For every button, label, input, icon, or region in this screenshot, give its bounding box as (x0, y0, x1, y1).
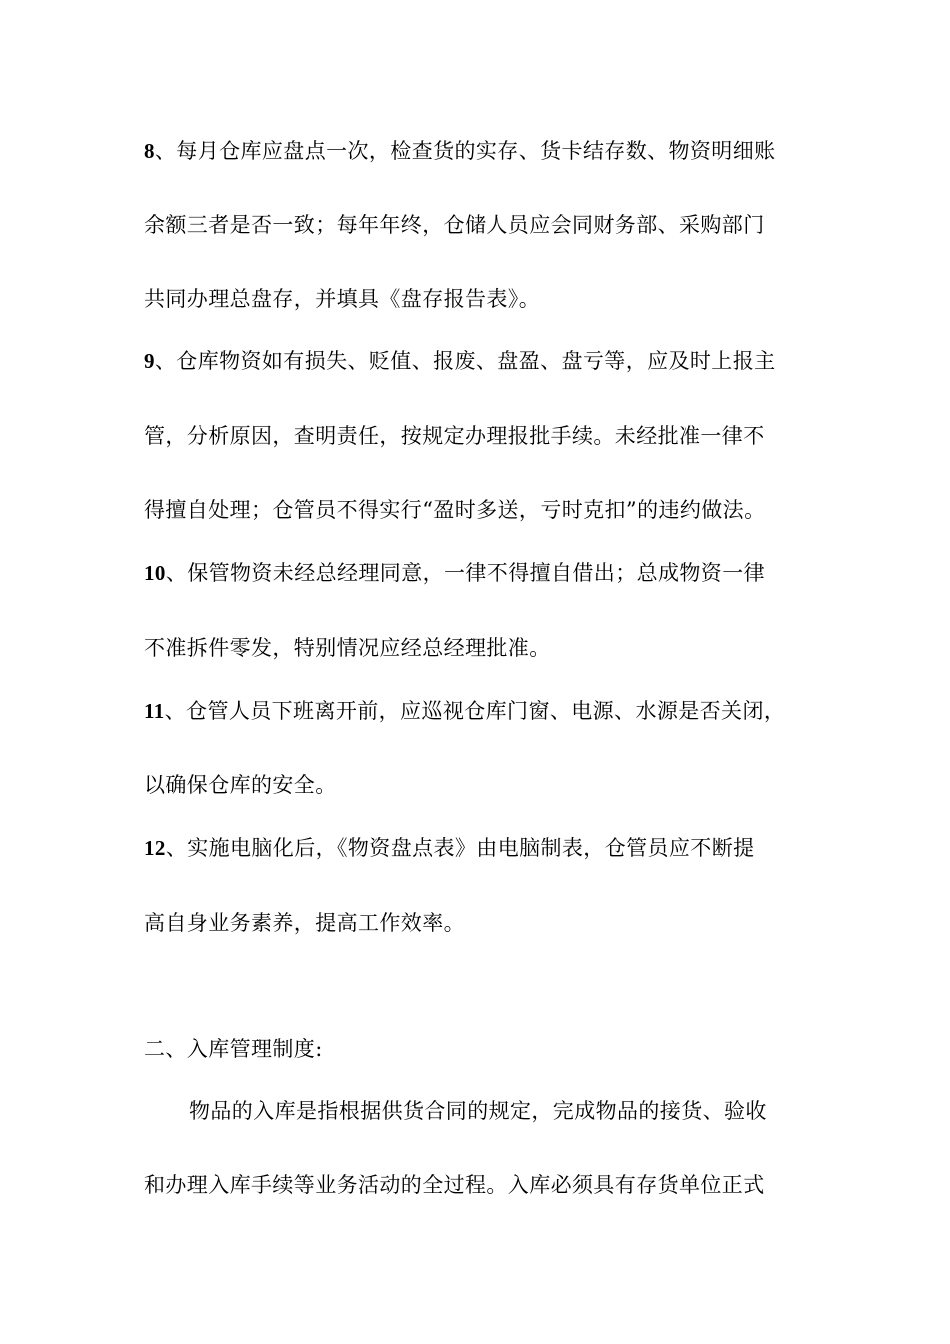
item-8-line-2: 余额三者是否一致；每年年终，仓储人员应会同财务部、采购部门 (144, 213, 765, 237)
item-number: 12 (144, 836, 166, 860)
item-number: 8 (144, 139, 155, 163)
intro-line-2: 和办理入库手续等业务活动的全过程。入库必须具有存货单位正式 (144, 1173, 765, 1197)
item-text: 、仓库物资如有损失、贬值、报废、盘盈、盘亏等，应及时上报主 (154, 349, 776, 373)
item-text: 、保管物资未经总经理同意，一律不得擅自借出；总成物资一律 (165, 561, 766, 585)
item-11-line-2: 以确保仓库的安全。 (144, 773, 337, 797)
section-heading: 二、入库管理制度: (144, 1037, 323, 1061)
item-text: 、每月仓库应盘点一次，检查货的实存、货卡结存数、物资明细账 (154, 139, 776, 163)
item-9-line-1 (144, 346, 776, 376)
item-8-line-3: 共同办理总盘存，并填具《盘存报告表》。 (144, 287, 541, 311)
item-number: 9 (144, 349, 155, 373)
item-12-line-1 (144, 833, 755, 863)
item-text: 、实施电脑化后，《物资盘点表》由电脑制表，仓管员应不断提 (165, 836, 755, 860)
item-number: 10 (144, 561, 166, 585)
item-8-line-1 (144, 136, 776, 166)
item-text: 、仓管人员下班离开前，应巡视仓库门窗、电源、水源是否关闭， (164, 699, 786, 723)
item-10-line-2: 不准拆件零发，特别情况应经总经理批准。 (144, 636, 551, 660)
item-9-line-3: 得擅自处理；仓管员不得实行“盈时多送，亏时克扣”的违约做法。 (144, 498, 766, 522)
item-number: 11 (144, 699, 165, 723)
intro-line-1: 物品的入库是指根据供货合同的规定，完成物品的接货、验收 (189, 1099, 767, 1123)
item-10-line-1 (144, 558, 765, 588)
item-12-line-2: 高自身业务素养，提高工作效率。 (144, 911, 465, 935)
item-11-line-1 (144, 696, 785, 726)
item-9-line-2: 管，分析原因，查明责任，按规定办理报批手续。未经批准一律不 (144, 424, 765, 448)
